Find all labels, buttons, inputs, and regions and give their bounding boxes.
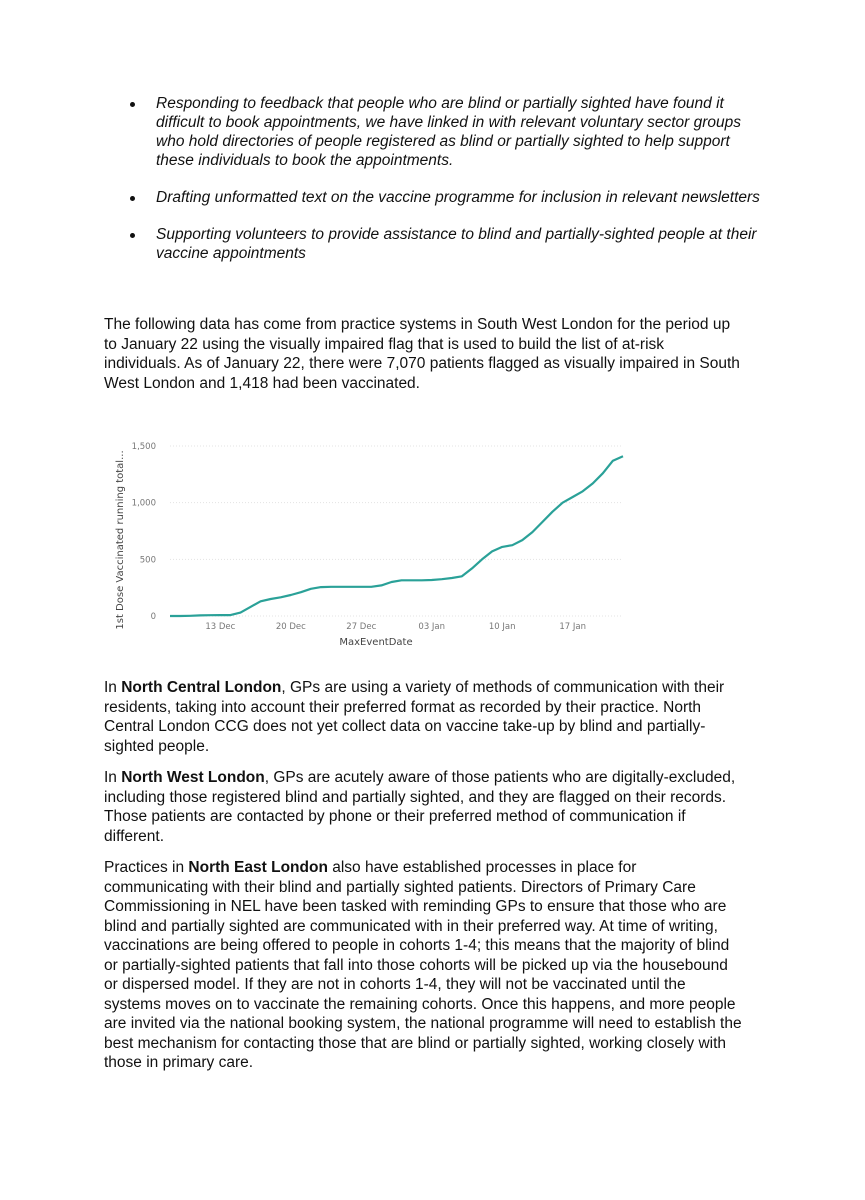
y-tick-label: 1,000 xyxy=(131,498,156,509)
x-axis-ticks xyxy=(205,622,586,632)
x-tick-label: 27 Dec xyxy=(346,622,377,632)
chart-grid xyxy=(170,446,623,616)
x-tick-label: 03 Jan xyxy=(418,622,446,632)
x-tick-label: 10 Jan xyxy=(488,622,516,632)
y-tick-label: 500 xyxy=(139,555,156,566)
bullet-dot xyxy=(130,196,135,201)
north-west-london-paragraph: In North West London, GPs are acutely aware of those patients who are digitally-excluded, including those registered blind and partially sighted, and they are flagged on their records. Those patients are contacted by phone or their preferred method of communication if different. xyxy=(104,769,736,845)
region-name: North West London xyxy=(121,769,265,786)
x-axis-label: MaxEventDate xyxy=(339,637,413,648)
region-name: North East London xyxy=(188,859,328,876)
bullet-list xyxy=(130,94,770,281)
y-tick-label: 0 xyxy=(150,612,156,622)
vaccination-line-chart xyxy=(108,428,628,653)
series-line xyxy=(170,456,623,616)
y-axis-label: 1st Dose Vaccinated running total... xyxy=(115,450,126,630)
x-tick-label: 13 Dec xyxy=(205,622,236,632)
intro-paragraph: The following data has come from practice systems in South West London for the period up to January 22 using the visually impaired flag that is used to build the list of at-risk individuals. As of January 22, there were 7,070 patients flagged as visually impaired in South West London and 1,418 had been vaccinated. xyxy=(104,316,740,392)
bullet-item: Responding to feedback that people who are blind or partially sighted have found it difficult to book appointments, we have linked in with relevant voluntary sector groups who hold directories of people registered as blind or partially sighted to help support these individuals to book the appointments. xyxy=(130,94,770,170)
north-east-london-paragraph: Practices in North East London also have established processes in place for communicating with their blind and partially sighted patients. Directors of Primary Care Commissioning in NEL have been tasked with reminding GPs to ensure that those who are blind and partially sighted are communicated with in their preferred way. At time of writing, vaccinations are being offered to people in cohorts 1-4; this means that the majority of blind or partially-sighted patients that fall into those cohorts will be picked up via the housebound or dispersed model. If they are not in cohorts 1-4, they will not be vaccinated until the systems moves on to vaccinate the remaining cohorts. Once this happens, and more people are invited via the national booking system, the national programme will need to establish the best mechanism for contacting those that are blind or partially sighted, working closely with those in primary care. xyxy=(104,859,742,1071)
y-tick-label: 1,500 xyxy=(131,442,156,452)
y-axis-ticks xyxy=(132,442,156,622)
x-tick-label: 20 Dec xyxy=(275,622,306,632)
north-central-london-paragraph: In North Central London, GPs are using a variety of methods of communication with their residents, taking into account their preferred format as recorded by their practice. North Central London CCG does not yet collect data on vaccine take-up by blind and partially-sighted people. xyxy=(104,679,725,755)
region-name: North Central London xyxy=(121,679,282,696)
bullet-item: Supporting volunteers to provide assistance to blind and partially-sighted people at their vaccine appointments xyxy=(130,225,770,263)
bullet-dot xyxy=(130,102,135,107)
bullet-item: Drafting unformatted text on the vaccine programme for inclusion in relevant newsletters xyxy=(130,188,770,207)
bullet-dot xyxy=(130,233,135,238)
x-tick-label: 17 Jan xyxy=(559,622,586,632)
